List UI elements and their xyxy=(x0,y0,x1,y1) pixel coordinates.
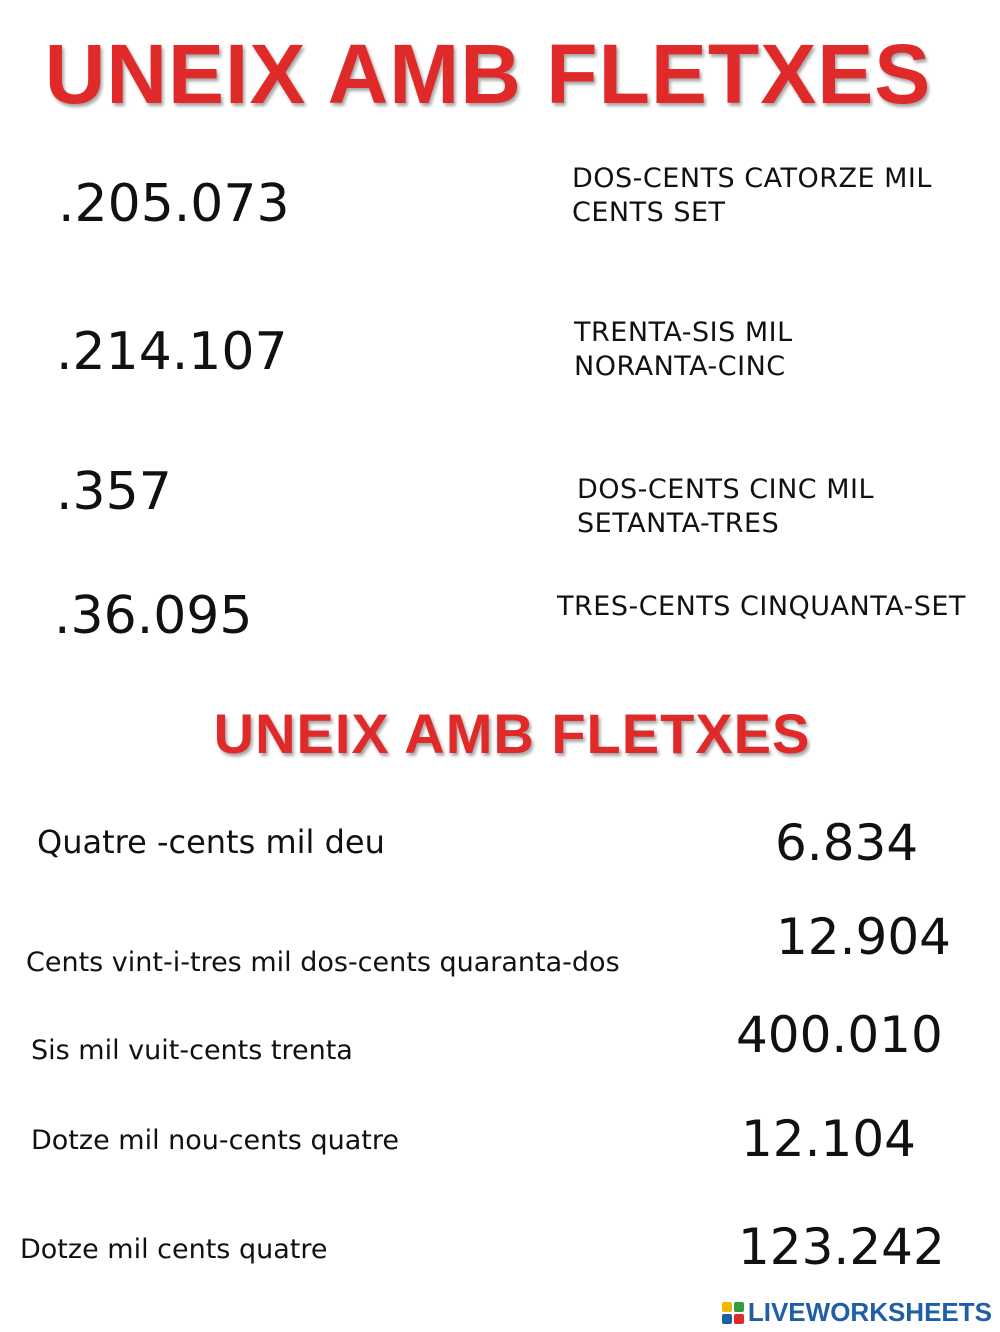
number-item[interactable]: 6.834 xyxy=(775,814,919,872)
number-item[interactable]: 12.904 xyxy=(776,908,951,966)
word-item[interactable]: DOS-CENTS CINC MIL SETANTA-TRES xyxy=(577,474,874,539)
number-item[interactable]: 400.010 xyxy=(736,1006,943,1064)
watermark-text: LIVEWORKSHEETS xyxy=(747,1297,992,1327)
word-item[interactable]: TRES-CENTS CINQUANTA-SET xyxy=(557,591,966,622)
liveworksheets-logo-icon xyxy=(722,1302,744,1324)
word-item[interactable]: DOS-CENTS CATORZE MIL CENTS SET xyxy=(572,163,932,228)
word-item[interactable]: Quatre -cents mil deu xyxy=(37,823,385,861)
number-item[interactable]: 123.242 xyxy=(738,1218,945,1276)
word-item[interactable]: TRENTA-SIS MIL NORANTA-CINC xyxy=(574,317,793,382)
section-title: UNEIX AMB FLETXES xyxy=(213,702,811,765)
word-item[interactable]: Cents vint-i-tres mil dos-cents quaranta-dos xyxy=(26,947,620,978)
number-item[interactable]: .205.073 xyxy=(58,174,290,234)
word-item[interactable]: Dotze mil cents quatre xyxy=(20,1234,328,1265)
word-item[interactable]: Sis mil vuit-cents trenta xyxy=(31,1035,353,1066)
page-title: UNEIX AMB FLETXES xyxy=(44,27,932,121)
watermark xyxy=(722,1297,992,1328)
number-item[interactable]: .357 xyxy=(56,462,172,522)
word-item[interactable]: Dotze mil nou-cents quatre xyxy=(31,1125,399,1156)
number-item[interactable]: 12.104 xyxy=(741,1110,916,1168)
number-item[interactable]: .214.107 xyxy=(56,322,288,382)
number-item[interactable]: .36.095 xyxy=(54,586,253,646)
